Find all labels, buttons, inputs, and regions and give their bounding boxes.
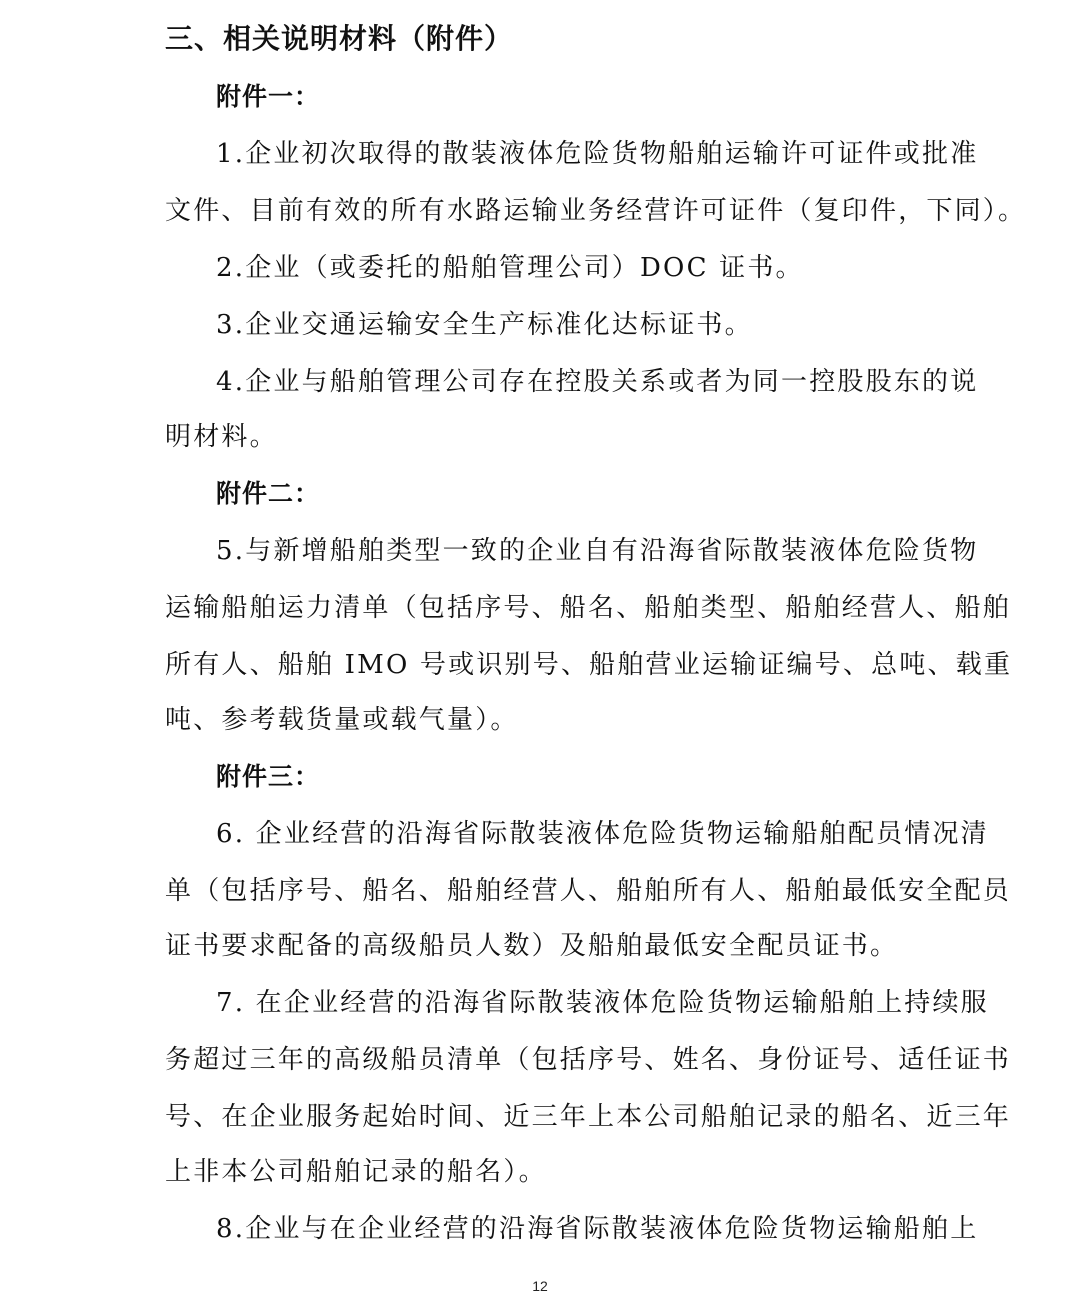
item-2: 2.企业（或委托的船舶管理公司）DOC 证书。 <box>216 253 804 283</box>
item-6-line-3: 证书要求配备的高级船员人数）及船舶最低安全配员证书。 <box>165 931 899 961</box>
attachment-2-label: 附件二： <box>216 479 321 508</box>
item-7-line-3: 号、在企业服务起始时间、近三年上本公司船舶记录的船名、近三年 <box>165 1102 1012 1132</box>
section-heading: 三、相关说明材料（附件） <box>165 22 514 55</box>
item-6-line-1: 6. 企业经营的沿海省际散装液体危险货物运输船舶配员情况清 <box>216 819 989 849</box>
item-5-line-4: 吨、参考载货量或载气量）。 <box>165 705 519 735</box>
item-1-line-1: 1.企业初次取得的散装液体危险货物船舶运输许可证件或批准 <box>216 139 979 169</box>
item-5-line-1: 5.与新增船舶类型一致的企业自有沿海省际散装液体危险货物 <box>216 536 979 566</box>
item-7-line-1: 7. 在企业经营的沿海省际散装液体危险货物运输船舶上持续服 <box>216 988 989 1018</box>
item-4-line-2: 明材料。 <box>165 422 278 452</box>
item-8-line-1: 8.企业与在企业经营的沿海省际散装液体危险货物运输船舶上 <box>216 1214 979 1244</box>
item-7-line-2: 务超过三年的高级船员清单（包括序号、姓名、身份证号、适任证书 <box>165 1045 1012 1075</box>
item-3: 3.企业交通运输安全生产标准化达标证书。 <box>216 310 753 340</box>
item-5-line-2: 运输船舶运力清单（包括序号、船名、船舶类型、船舶经营人、船舶 <box>165 593 1012 623</box>
attachment-1-label: 附件一： <box>216 82 321 111</box>
item-6-line-2: 单（包括序号、船名、船舶经营人、船舶所有人、船舶最低安全配员 <box>165 876 1012 906</box>
item-7-line-4: 上非本公司船舶记录的船名）。 <box>165 1157 547 1187</box>
item-5-line-3: 所有人、船舶 IMO 号或识别号、船舶营业运输证编号、总吨、载重 <box>165 650 1013 680</box>
item-1-line-2: 文件、目前有效的所有水路运输业务经营许可证件（复印件，下同）。 <box>165 196 1027 226</box>
item-4-line-1: 4.企业与船舶管理公司存在控股关系或者为同一控股股东的说 <box>216 367 979 397</box>
page-number: 12 <box>532 1278 548 1294</box>
attachment-3-label: 附件三： <box>216 762 321 791</box>
